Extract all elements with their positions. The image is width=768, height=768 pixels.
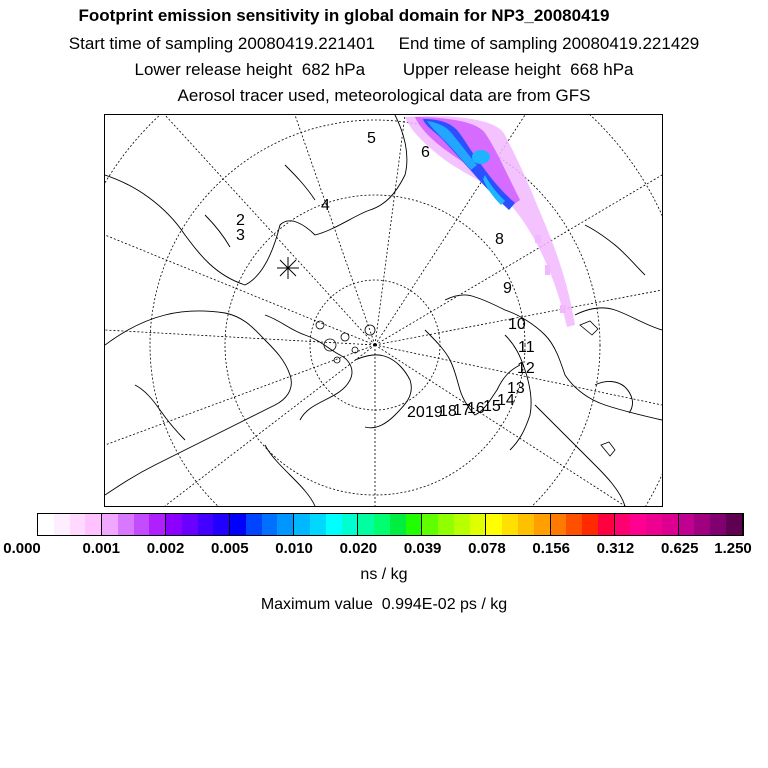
colorbar-segment — [470, 514, 487, 535]
start-time: Start time of sampling 20080419.221401 — [68, 34, 376, 53]
day-label: 17 — [453, 402, 471, 419]
colorbar-segment — [486, 514, 502, 535]
colorbar-segment — [182, 514, 198, 535]
day-label: 15 — [483, 398, 501, 415]
colorbar-tick-label: 0.312 — [596, 540, 635, 557]
upper-release-height: Upper release height 668 hPa — [402, 60, 634, 79]
colorbar-segment — [326, 514, 342, 535]
colorbar-segment — [198, 514, 214, 535]
day-label: 3 — [236, 227, 245, 244]
day-label: 11 — [518, 339, 535, 356]
colorbar-segment — [342, 514, 359, 535]
colorbar-segment — [534, 514, 551, 535]
graticule — [105, 115, 662, 506]
colorbar-segment — [406, 514, 423, 535]
day-label: 8 — [495, 231, 504, 248]
colorbar-segment — [134, 514, 150, 535]
colorbar-segment — [149, 514, 166, 535]
day-label: 10 — [508, 316, 526, 333]
colorbar-tick-label: 0.002 — [146, 540, 185, 557]
colorbar-tick-label: 0.625 — [660, 540, 699, 557]
colorbar-segment — [277, 514, 294, 535]
colorbar-segment — [102, 514, 118, 535]
colorbar-segment — [566, 514, 582, 535]
polar-map — [104, 114, 663, 507]
islands — [316, 321, 615, 456]
colorbar-tick-label: 0.005 — [211, 540, 249, 557]
colorbar-segment — [502, 514, 518, 535]
day-label: 5 — [367, 130, 376, 147]
colorbar-tick-label: 0.156 — [532, 540, 570, 557]
plume — [405, 116, 575, 327]
sampling-times — [0, 34, 768, 54]
coastlines — [105, 115, 662, 506]
map-svg — [105, 115, 662, 506]
colorbar-segment — [422, 514, 438, 535]
day-label: 14 — [497, 392, 515, 409]
colorbar-segment — [85, 514, 102, 535]
colorbar-segment — [262, 514, 278, 535]
colorbar — [37, 513, 744, 536]
end-time: End time of sampling 20080419.221429 — [398, 34, 700, 53]
colorbar-tick-label: 0.010 — [275, 540, 313, 557]
colorbar-segment — [118, 514, 134, 535]
lower-release-height: Lower release height 682 hPa — [134, 60, 366, 79]
colorbar-tick-label: 0.000 — [3, 540, 41, 557]
colorbar-segment — [615, 514, 631, 535]
colorbar-tick-label: 0.039 — [403, 540, 442, 557]
colorbar-segment — [454, 514, 470, 535]
colorbar-segment — [662, 514, 679, 535]
colorbar-segment — [518, 514, 534, 535]
release-point-asterisk — [277, 257, 299, 279]
colorbar-segment — [710, 514, 726, 535]
maximum-value: Maximum value 0.994E-02 ps / kg — [260, 596, 508, 613]
colorbar-units: ns / kg — [360, 566, 408, 583]
day-label: 9 — [503, 280, 512, 297]
day-label: 4 — [321, 197, 330, 214]
colorbar-segment — [310, 514, 326, 535]
day-label: 16 — [467, 400, 485, 417]
colorbar-segment — [358, 514, 374, 535]
colorbar-segment — [38, 514, 54, 535]
colorbar-tick-label: 0.001 — [82, 540, 121, 557]
colorbar-segment — [246, 514, 262, 535]
colorbar-tick-label: 1.250 — [714, 540, 752, 557]
colorbar-segment — [294, 514, 310, 535]
day-label: 19 — [425, 404, 443, 421]
colorbar-segment — [166, 514, 182, 535]
day-label: 20 — [407, 404, 425, 421]
plot-title: Footprint emission sensitivity in global domain for NP3_20080419 — [78, 6, 610, 25]
colorbar-tick-label: 0.078 — [468, 540, 506, 557]
colorbar-segment — [582, 514, 598, 535]
colorbar-segment — [438, 514, 454, 535]
colorbar-segment — [374, 514, 390, 535]
colorbar-segment — [230, 514, 246, 535]
colorbar-segment — [630, 514, 646, 535]
release-heights — [0, 60, 768, 80]
colorbar-segment — [70, 514, 86, 535]
colorbar-segment — [726, 514, 743, 535]
colorbar-segment — [551, 514, 567, 535]
colorbar-segment — [694, 514, 710, 535]
colorbar-tick-label: 0.020 — [339, 540, 378, 557]
day-label: 6 — [421, 144, 430, 161]
colorbar-segment — [213, 514, 230, 535]
colorbar-ticks — [0, 540, 768, 560]
colorbar-segment — [598, 514, 615, 535]
day-label: 12 — [517, 360, 535, 377]
colorbar-segment — [646, 514, 662, 535]
day-label: 13 — [507, 380, 525, 397]
colorbar-segment — [54, 514, 70, 535]
day-label: 18 — [439, 403, 457, 420]
day-label: 2 — [236, 212, 245, 229]
colorbar-segment — [679, 514, 695, 535]
tracer-note: Aerosol tracer used, meteorological data are from GFS — [177, 86, 591, 105]
colorbar-segment — [390, 514, 406, 535]
